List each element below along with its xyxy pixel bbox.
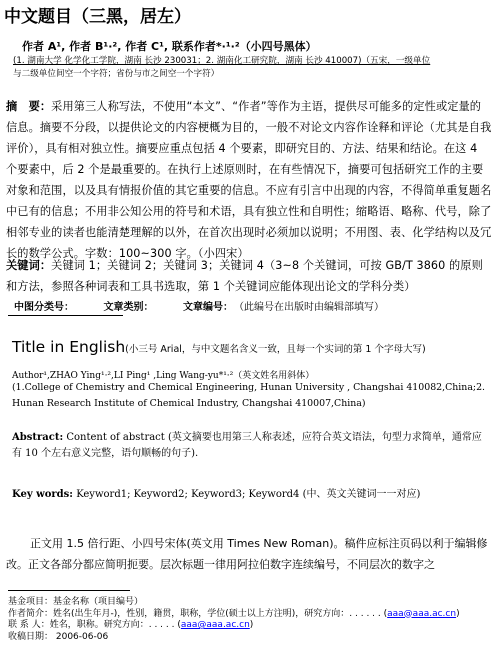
chinese-title: 中文题目（三黑，居左） [4,7,191,27]
english-abstract-text: Content of abstract (英文摘要也用第三人称表述，应符合英文语法，句型力求简单，通常应有 10 个左右意义完整，语句顺畅的句子). [12,432,482,459]
author-names: 作者 A¹, 作者 B¹·², 作者 C¹, 联系作者*·¹·² [22,40,240,53]
author-bio-note: 作者简介：姓名(出生年月-)，性别，籍贯，职称，学位(硕士以上方注明)，研究方向：. . . . . . (aaa@aaa.ac.cn) [8,608,460,619]
english-keywords-label: Key words: [12,489,73,500]
author-font-note: （小四号黑体） [239,40,317,53]
footnotes [8,597,493,643]
clc-number-label: 中图分类号： [14,302,74,313]
author-line [22,38,317,54]
received-date: 收稿日期： 2006-06-06 [8,631,109,642]
classification-line [14,298,494,313]
contact-note: 联 系 人：姓名，职称。研究方向：. . . . . (aaa@aaa.ac.cn) [8,620,254,630]
english-affiliation: (1.College of Chemistry and Chemical Engineering, Hunan University , Changshai 410082,China;2. Hunan Research Institute of Chemical Industry, Changshai 410007,China) [12,382,486,409]
article-id-note: （此编号在出版时由编辑部填写） [238,302,384,313]
affiliation-line-1: (1. 湖南大学 化学化工学院，湖南 长沙 230031；2. 湖南化工研究院，湖南 长沙 410007)（五宋，一级单位 [13,56,431,66]
affiliation-line-2: 与二级单位间空一个字符；省份与市之间空一个字符） [13,69,220,79]
keywords-text: 关键词 1；关键词 2；关键词 3；关键词 4（3~8 个关键词，可按 GB/T 3860 的原则和方法，参照各种词表和工具书选取，第 1 个关键词应能体现出论文的学科分类） [6,259,483,293]
english-abstract-label: Abstract: [12,432,64,443]
abstract-text: 采用第三人称写法，不使用“本文”、“作者”等作为主语，提供尽可能多的定性或定量的信息。摘要不分段，以提供论文的内容梗概为目的，一般不对论文内容作诠释和评论（尤其是自我评价），具有相对独立性。摘要应重点包括 4 个要素，即研究目的、方法、结果和结论。在这 4 个要素中，后 2 个是最重要的。在执行上述原则时，在有些情况下，摘要可包括研究工作的主要对象和范围，以及具有情报价值的其它重要的信息。不应有引言中出现的内容，不得简单重复题名中已有的信息；不用非公知公用的符号和术语，具有独立性和自明性；缩略语、略称、代号，除了相邻专业的读者也能清楚理解的以外，在首次出现时必须加以说明；不用图、表、化学结构以及冗长的数学公式。字数：100~300 字。（小四宋） [6,100,492,260]
contact-email-link[interactable]: aaa@aaa.ac.cn [180,620,250,630]
chinese-affiliation [13,55,491,81]
english-authors: Author¹,ZHAO Ying¹·²,LI Ping¹ ,Ling Wang-yu*¹·²（英文姓名用斜体） [12,371,315,381]
keywords-label: 关键词： [6,259,52,272]
chinese-keywords [6,255,492,297]
english-keywords-text: Keyword1; Keyword2; Keyword3; Keyword4 (中、英文关键词一一对应) [76,489,421,500]
document-code-label: 文章类别： [103,302,154,313]
english-keywords [12,485,492,500]
english-abstract [12,430,490,462]
footnote-rule [8,590,130,591]
chinese-abstract [6,96,492,264]
separator-line [8,315,123,316]
abstract-label: 摘 要： [6,100,52,113]
fund-note: 基金项目：基金名称（项目编号） [8,597,144,607]
body-text: 正文用 1.5 倍行距、小四号宋体(英文用 Times New Roman)。稿件应标注页码以利于编辑修改。正文各部分都应简明扼要。层次标题一律用阿拉伯数字连续编号，不同层次的数字之 [6,537,488,571]
article-id-label: 文章编号： [182,302,233,313]
english-title [12,338,426,356]
english-title-text: Title in English [12,338,126,356]
author-email-link[interactable]: aaa@aaa.ac.cn [387,608,457,619]
body-paragraph [6,533,492,575]
english-title-note: (小三号 Arial，与中文题名含义一致，且每一个实词的第 1 个字母大写) [125,344,426,355]
